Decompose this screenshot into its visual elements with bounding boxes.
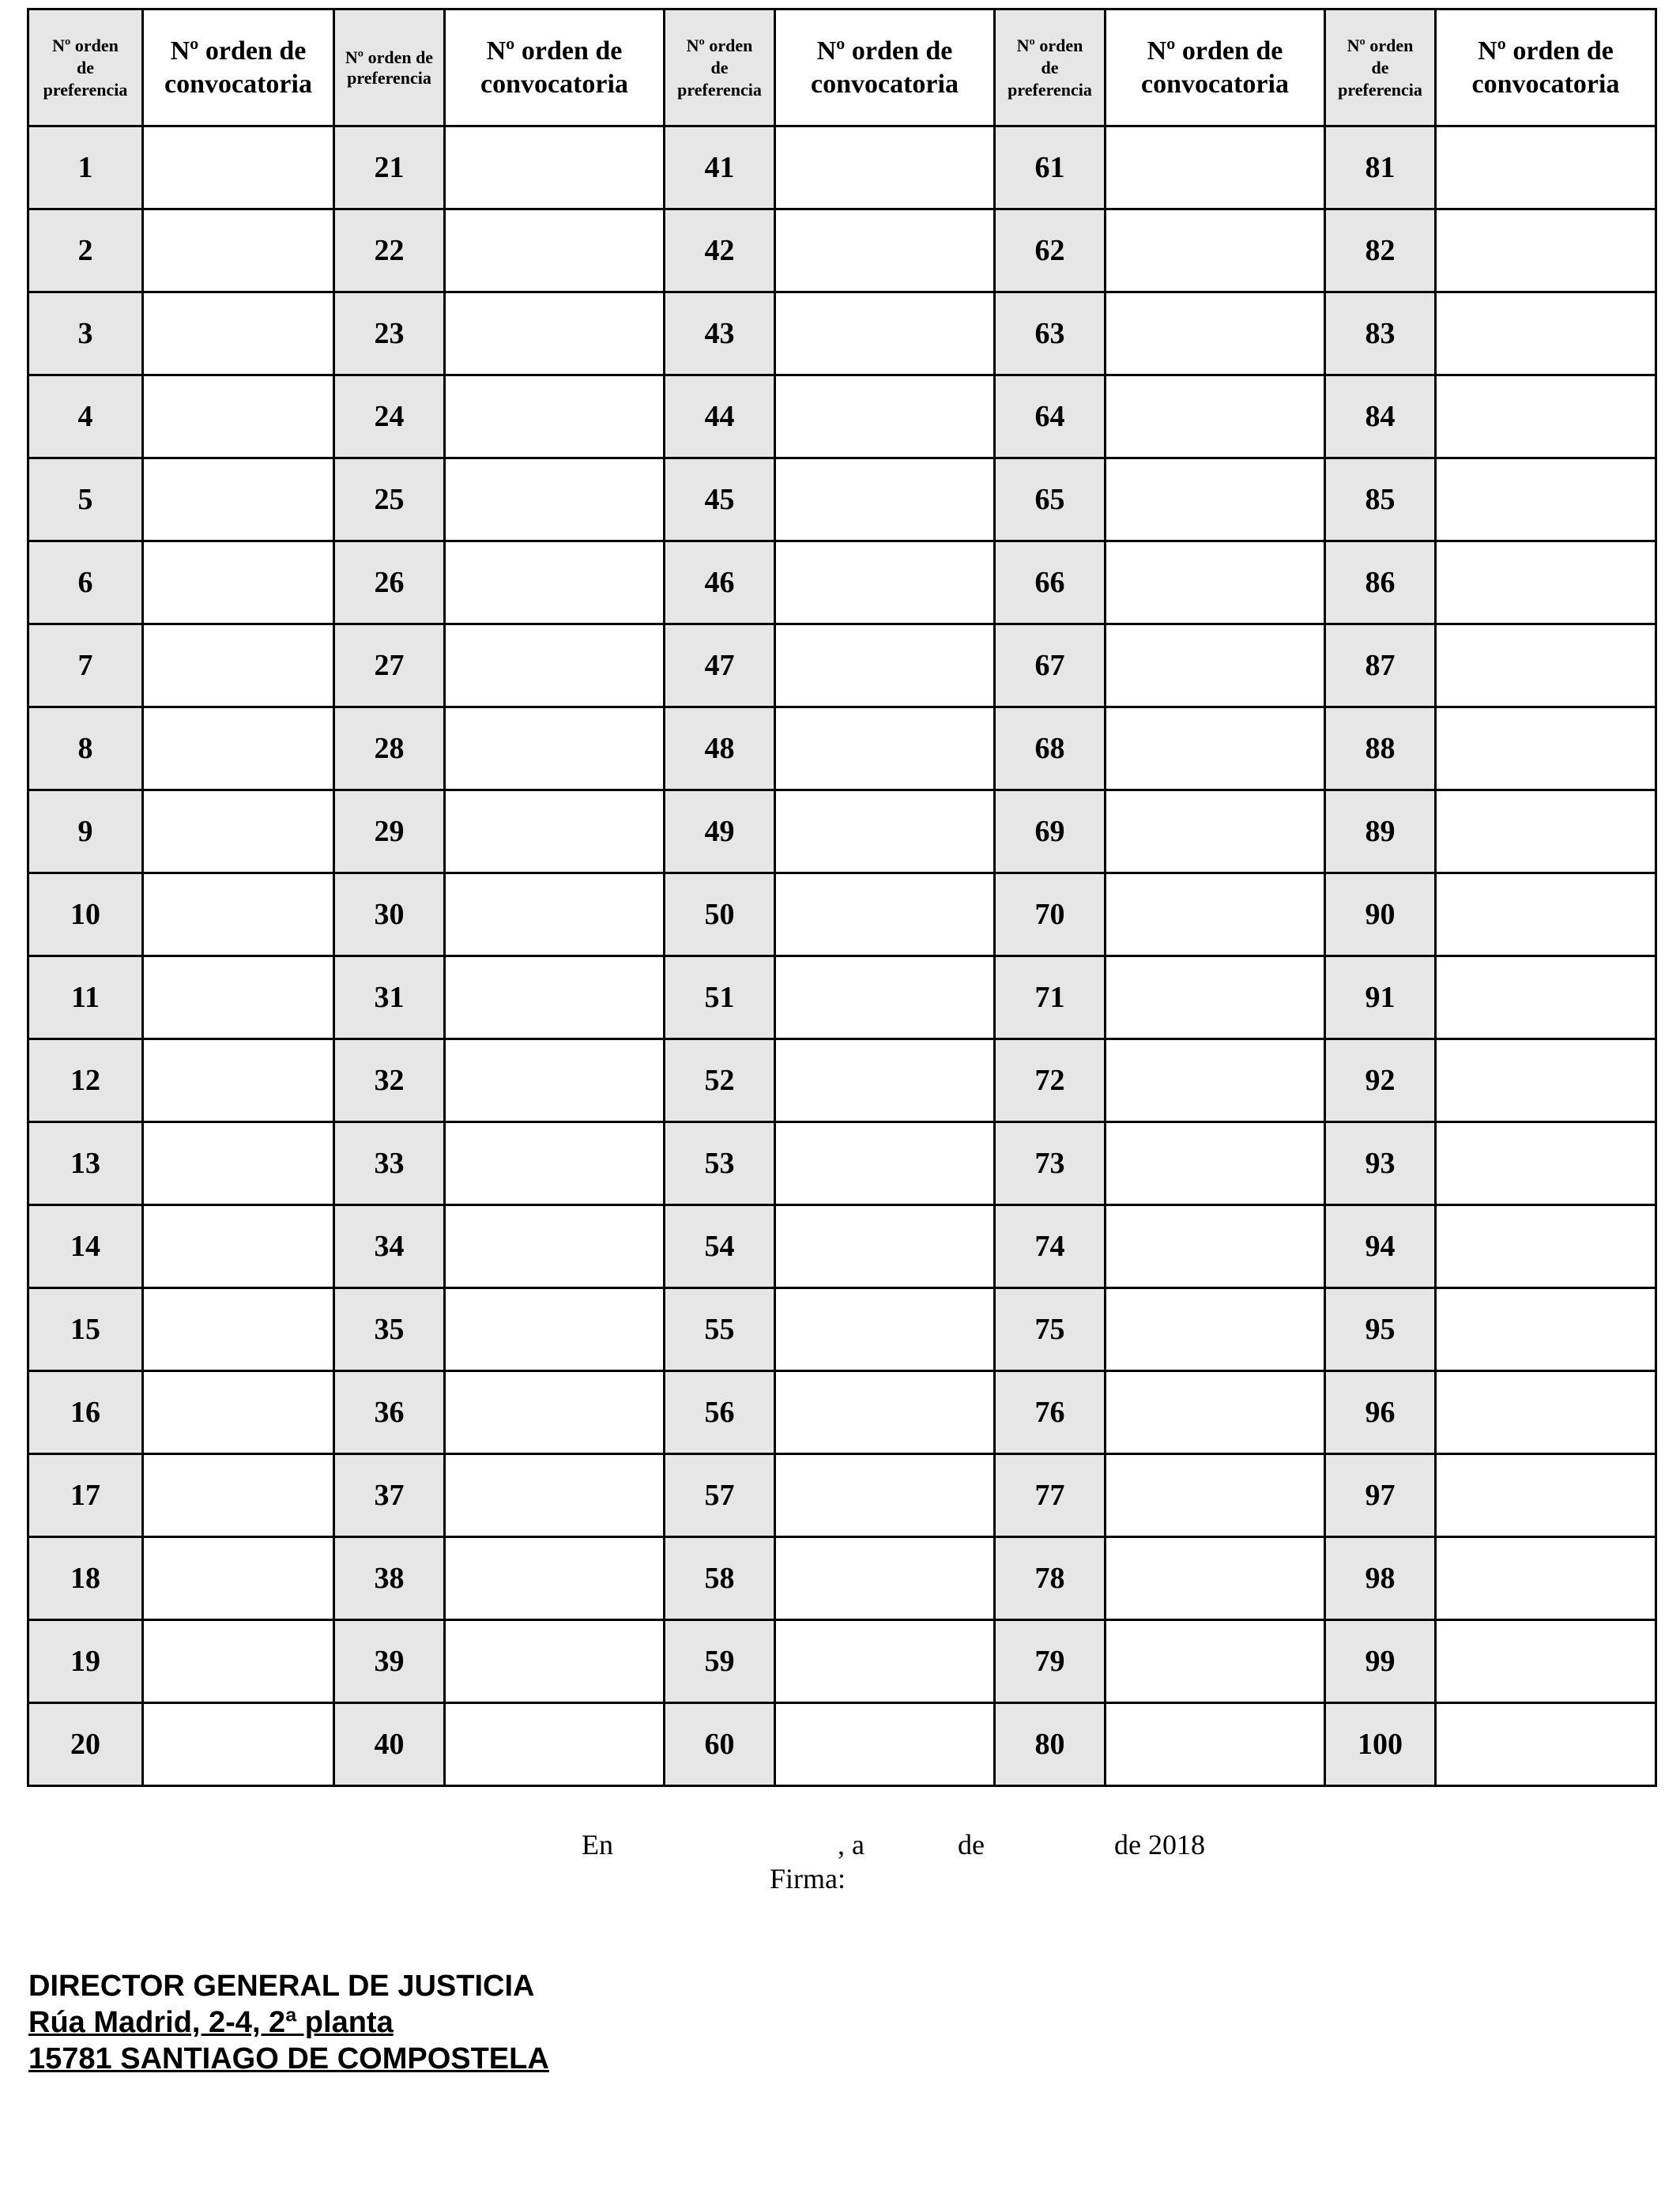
preference-number: 47	[665, 624, 775, 707]
convocation-entry-field[interactable]	[1436, 126, 1656, 209]
preference-number: 94	[1325, 1205, 1436, 1288]
convocation-entry-field[interactable]	[143, 1454, 334, 1537]
convocation-entry-field[interactable]	[143, 1039, 334, 1122]
preference-number: 96	[1325, 1371, 1436, 1454]
preference-number: 45	[665, 458, 775, 541]
convocation-entry-field[interactable]	[1436, 1703, 1656, 1786]
preference-number: 88	[1325, 707, 1436, 790]
convocation-entry-field[interactable]	[1106, 1537, 1325, 1620]
preference-order-header	[28, 9, 143, 126]
convocation-entry-field[interactable]	[1436, 956, 1656, 1039]
preference-number: 56	[665, 1371, 775, 1454]
header-text-line: de	[710, 57, 729, 77]
table-row	[28, 624, 1656, 707]
preference-number: 23	[334, 292, 445, 375]
convocation-entry-field[interactable]	[143, 624, 334, 707]
convocation-entry-field[interactable]	[775, 790, 995, 873]
convocation-entry-field[interactable]	[143, 956, 334, 1039]
preference-number: 12	[28, 1039, 143, 1122]
header-text-line: Nº orden de	[170, 36, 307, 66]
convocation-entry-field[interactable]	[1106, 126, 1325, 209]
preference-number: 39	[334, 1620, 445, 1703]
convocation-entry-field[interactable]	[1106, 1039, 1325, 1122]
header-text-line: convocatoria	[1471, 69, 1620, 99]
header-text-line: de	[77, 57, 94, 77]
convocation-entry-field[interactable]	[143, 707, 334, 790]
preference-number: 76	[995, 1371, 1106, 1454]
table-row	[28, 1371, 1656, 1454]
preference-number: 81	[1325, 126, 1436, 209]
preference-number: 78	[995, 1537, 1106, 1620]
preference-number: 24	[334, 375, 445, 458]
preference-number: 5	[28, 458, 143, 541]
header-text-line: Nº orden	[52, 35, 119, 55]
preference-number: 37	[334, 1454, 445, 1537]
convocation-entry-field[interactable]	[445, 1205, 665, 1288]
convocation-entry-field[interactable]	[775, 1039, 995, 1122]
place-label: En	[582, 1829, 613, 1860]
preference-number: 36	[334, 1371, 445, 1454]
table-row	[28, 1454, 1656, 1537]
convocation-entry-field[interactable]	[445, 1537, 665, 1620]
convocation-entry-field[interactable]	[1436, 1039, 1656, 1122]
convocation-entry-field[interactable]	[445, 1454, 665, 1537]
convocation-entry-field[interactable]	[143, 873, 334, 956]
convocation-entry-field[interactable]	[1106, 1205, 1325, 1288]
preference-number: 50	[665, 873, 775, 956]
convocation-entry-field[interactable]	[775, 1537, 995, 1620]
preference-number: 93	[1325, 1122, 1436, 1205]
convocation-entry-field[interactable]	[445, 1703, 665, 1786]
preference-number: 15	[28, 1288, 143, 1371]
preference-number: 42	[665, 209, 775, 292]
preference-number: 85	[1325, 458, 1436, 541]
header-row	[28, 9, 1656, 126]
preference-number: 71	[995, 956, 1106, 1039]
preference-number: 66	[995, 541, 1106, 624]
preference-number: 92	[1325, 1039, 1436, 1122]
preference-number: 17	[28, 1454, 143, 1537]
convocation-entry-field[interactable]	[445, 458, 665, 541]
preference-number: 27	[334, 624, 445, 707]
convocation-entry-field[interactable]	[1436, 1371, 1656, 1454]
convocation-entry-field[interactable]	[775, 873, 995, 956]
convocation-entry-field[interactable]	[445, 873, 665, 956]
preference-number: 95	[1325, 1288, 1436, 1371]
preference-number: 51	[665, 956, 775, 1039]
preference-number: 3	[28, 292, 143, 375]
convocation-entry-field[interactable]	[143, 126, 334, 209]
preference-number: 10	[28, 873, 143, 956]
convocation-entry-field[interactable]	[775, 707, 995, 790]
convocation-entry-field[interactable]	[445, 1371, 665, 1454]
convocation-entry-field[interactable]	[445, 1122, 665, 1205]
preference-order-header	[1325, 9, 1436, 126]
convocation-entry-field[interactable]	[775, 1122, 995, 1205]
convocation-entry-field[interactable]	[1106, 1703, 1325, 1786]
convocation-entry-field[interactable]	[775, 1371, 995, 1454]
preference-number: 74	[995, 1205, 1106, 1288]
convocation-entry-field[interactable]	[775, 956, 995, 1039]
convocation-entry-field[interactable]	[1106, 1288, 1325, 1371]
convocation-entry-field[interactable]	[1106, 209, 1325, 292]
preference-number: 48	[665, 707, 775, 790]
preference-number: 40	[334, 1703, 445, 1786]
preference-number: 80	[995, 1703, 1106, 1786]
convocation-entry-field[interactable]	[1106, 1122, 1325, 1205]
preference-number: 89	[1325, 790, 1436, 873]
table-row	[28, 1703, 1656, 1786]
preference-number: 61	[995, 126, 1106, 209]
convocation-entry-field[interactable]	[445, 209, 665, 292]
preference-number: 20	[28, 1703, 143, 1786]
preference-number: 7	[28, 624, 143, 707]
preference-number: 98	[1325, 1537, 1436, 1620]
preference-number: 44	[665, 375, 775, 458]
convocation-entry-field[interactable]	[1436, 1122, 1656, 1205]
convocation-entry-field[interactable]	[1436, 873, 1656, 956]
convocation-entry-field[interactable]	[143, 375, 334, 458]
preference-number: 55	[665, 1288, 775, 1371]
preference-number: 4	[28, 375, 143, 458]
convocation-entry-field[interactable]	[1106, 873, 1325, 956]
preference-number: 70	[995, 873, 1106, 956]
convocation-entry-field[interactable]	[143, 209, 334, 292]
convocation-entry-field[interactable]	[1106, 1454, 1325, 1537]
table-row	[28, 458, 1656, 541]
convocation-entry-field[interactable]	[445, 292, 665, 375]
preference-number: 69	[995, 790, 1106, 873]
header-text-line: convocatoria	[1141, 69, 1289, 99]
convocation-entry-field[interactable]	[1106, 292, 1325, 375]
preference-number: 86	[1325, 541, 1436, 624]
convocation-entry-field[interactable]	[143, 1122, 334, 1205]
table-row	[28, 1205, 1656, 1288]
convocation-entry-field[interactable]	[143, 292, 334, 375]
month-label: de	[958, 1829, 985, 1860]
preference-order-header	[665, 9, 775, 126]
preference-number: 19	[28, 1620, 143, 1703]
convocation-entry-field[interactable]	[1436, 1620, 1656, 1703]
table-row	[28, 707, 1656, 790]
convocation-entry-field[interactable]	[775, 541, 995, 624]
preference-number: 31	[334, 956, 445, 1039]
preference-number: 38	[334, 1537, 445, 1620]
preference-number: 14	[28, 1205, 143, 1288]
convocation-entry-field[interactable]	[775, 1288, 995, 1371]
preference-number: 25	[334, 458, 445, 541]
convocation-entry-field[interactable]	[1106, 1620, 1325, 1703]
table-row	[28, 375, 1656, 458]
preference-number: 64	[995, 375, 1106, 458]
convocation-entry-field[interactable]	[1106, 1371, 1325, 1454]
convocation-entry-field[interactable]	[775, 375, 995, 458]
preference-number: 32	[334, 1039, 445, 1122]
preference-number: 63	[995, 292, 1106, 375]
convocation-entry-field[interactable]	[445, 624, 665, 707]
preference-number: 30	[334, 873, 445, 956]
preference-number: 8	[28, 707, 143, 790]
header-text-line: Nº orden	[1016, 35, 1083, 55]
header-text-line: preferencia	[1008, 79, 1092, 100]
convocation-entry-field[interactable]	[1436, 1537, 1656, 1620]
preference-number: 29	[334, 790, 445, 873]
preference-number: 28	[334, 707, 445, 790]
table-row	[28, 126, 1656, 209]
preference-number: 83	[1325, 292, 1436, 375]
header-text-line: convocatoria	[811, 69, 959, 99]
convocation-entry-field[interactable]	[445, 1288, 665, 1371]
preference-number: 97	[1325, 1454, 1436, 1537]
preference-number: 21	[334, 126, 445, 209]
convocation-entry-field[interactable]	[143, 1537, 334, 1620]
preference-number: 9	[28, 790, 143, 873]
table-row	[28, 873, 1656, 956]
preference-number: 65	[995, 458, 1106, 541]
convocation-entry-field[interactable]	[1436, 292, 1656, 375]
convocation-entry-field[interactable]	[1436, 458, 1656, 541]
convocation-entry-field[interactable]	[143, 1703, 334, 1786]
convocation-entry-field[interactable]	[1436, 209, 1656, 292]
table-row	[28, 1122, 1656, 1205]
header-text-line: de	[1041, 57, 1059, 77]
preference-table	[27, 8, 1657, 1787]
convocation-entry-field[interactable]	[775, 1703, 995, 1786]
preference-number: 84	[1325, 375, 1436, 458]
preference-number: 59	[665, 1620, 775, 1703]
convocation-entry-field[interactable]	[775, 1205, 995, 1288]
preference-number: 34	[334, 1205, 445, 1288]
preference-number: 82	[1325, 209, 1436, 292]
convocation-entry-field[interactable]	[445, 1039, 665, 1122]
preference-number: 58	[665, 1537, 775, 1620]
convocation-entry-field[interactable]	[1106, 375, 1325, 458]
convocation-entry-field[interactable]	[1106, 458, 1325, 541]
convocation-entry-field[interactable]	[445, 956, 665, 1039]
preference-number: 67	[995, 624, 1106, 707]
preference-number: 68	[995, 707, 1106, 790]
convocation-entry-field[interactable]	[143, 1620, 334, 1703]
convocation-entry-field[interactable]	[143, 1371, 334, 1454]
preference-order-header	[995, 9, 1106, 126]
table-row	[28, 209, 1656, 292]
address-recipient: DIRECTOR GENERAL DE JUSTICIA	[28, 1970, 535, 2003]
signature-label: Firma:	[770, 1863, 846, 1894]
preference-number: 2	[28, 209, 143, 292]
convocation-entry-field[interactable]	[775, 1620, 995, 1703]
header-text-line: preferencia	[347, 67, 431, 88]
preference-number: 13	[28, 1122, 143, 1205]
header-text-line: convocatoria	[480, 69, 628, 99]
address-street: Rúa Madrid, 2-4, 2ª planta	[28, 2006, 394, 2039]
convocation-order-header	[143, 9, 334, 126]
convocation-entry-field[interactable]	[445, 1620, 665, 1703]
convocation-entry-field[interactable]	[143, 790, 334, 873]
convocation-entry-field[interactable]	[143, 541, 334, 624]
convocation-entry-field[interactable]	[1106, 541, 1325, 624]
preference-number: 52	[665, 1039, 775, 1122]
preference-number: 1	[28, 126, 143, 209]
convocation-entry-field[interactable]	[1436, 1454, 1656, 1537]
header-text-line: preferencia	[677, 79, 762, 100]
preference-number: 41	[665, 126, 775, 209]
header-text-line: Nº orden de	[486, 36, 623, 66]
convocation-entry-field[interactable]	[1436, 541, 1656, 624]
convocation-order-header	[1106, 9, 1325, 126]
header-text-line: convocatoria	[164, 69, 312, 99]
table-row	[28, 292, 1656, 375]
preference-number: 99	[1325, 1620, 1436, 1703]
header-text-line: Nº orden	[686, 35, 753, 55]
convocation-entry-field[interactable]	[775, 292, 995, 375]
table-row	[28, 541, 1656, 624]
preference-number: 26	[334, 541, 445, 624]
convocation-entry-field[interactable]	[143, 1205, 334, 1288]
preference-number: 75	[995, 1288, 1106, 1371]
table-row	[28, 1537, 1656, 1620]
header-text-line: de	[1371, 57, 1389, 77]
convocation-order-header	[445, 9, 665, 126]
preference-number: 72	[995, 1039, 1106, 1122]
table-row	[28, 956, 1656, 1039]
preference-number: 54	[665, 1205, 775, 1288]
preference-number: 79	[995, 1620, 1106, 1703]
preference-number: 91	[1325, 956, 1436, 1039]
year-label: de 2018	[1114, 1829, 1205, 1860]
preference-number: 22	[334, 209, 445, 292]
preference-order-header	[334, 9, 445, 126]
convocation-entry-field[interactable]	[1106, 790, 1325, 873]
convocation-entry-field[interactable]	[1436, 1205, 1656, 1288]
convocation-entry-field[interactable]	[775, 209, 995, 292]
preference-number: 6	[28, 541, 143, 624]
convocation-entry-field[interactable]	[445, 375, 665, 458]
preference-number: 46	[665, 541, 775, 624]
preference-number: 90	[1325, 873, 1436, 956]
header-text-line: Nº orden	[1347, 35, 1414, 55]
preference-number: 35	[334, 1288, 445, 1371]
convocation-entry-field[interactable]	[445, 126, 665, 209]
header-text-line: Nº orden de	[1147, 36, 1283, 66]
preference-number: 100	[1325, 1703, 1436, 1786]
convocation-order-header	[775, 9, 995, 126]
preference-number: 43	[665, 292, 775, 375]
preference-number: 49	[665, 790, 775, 873]
header-text-line: preferencia	[43, 79, 128, 100]
header-text-line: Nº orden de	[345, 47, 434, 67]
day-label: , a	[838, 1829, 864, 1860]
table-row	[28, 790, 1656, 873]
preference-number: 53	[665, 1122, 775, 1205]
convocation-entry-field[interactable]	[1106, 624, 1325, 707]
preference-number: 16	[28, 1371, 143, 1454]
convocation-entry-field[interactable]	[775, 1454, 995, 1537]
convocation-entry-field[interactable]	[775, 458, 995, 541]
convocation-entry-field[interactable]	[1436, 624, 1656, 707]
convocation-entry-field[interactable]	[775, 126, 995, 209]
header-text-line: Nº orden de	[1478, 36, 1614, 66]
preference-number: 60	[665, 1703, 775, 1786]
header-text-line: Nº orden de	[816, 36, 953, 66]
table-row	[28, 1288, 1656, 1371]
preference-number: 73	[995, 1122, 1106, 1205]
header-text-line: preferencia	[1338, 79, 1422, 100]
convocation-entry-field[interactable]	[445, 541, 665, 624]
convocation-entry-field[interactable]	[1436, 707, 1656, 790]
table-row	[28, 1620, 1656, 1703]
preference-number: 18	[28, 1537, 143, 1620]
address-city: 15781 SANTIAGO DE COMPOSTELA	[28, 2042, 549, 2075]
preference-number: 77	[995, 1454, 1106, 1537]
convocation-entry-field[interactable]	[143, 1288, 334, 1371]
convocation-entry-field[interactable]	[775, 624, 995, 707]
convocation-entry-field[interactable]	[1436, 790, 1656, 873]
convocation-entry-field[interactable]	[143, 458, 334, 541]
convocation-entry-field[interactable]	[1436, 1288, 1656, 1371]
preference-number: 11	[28, 956, 143, 1039]
preference-number: 87	[1325, 624, 1436, 707]
convocation-entry-field[interactable]	[445, 790, 665, 873]
convocation-entry-field[interactable]	[445, 707, 665, 790]
convocation-order-header	[1436, 9, 1656, 126]
preference-number: 33	[334, 1122, 445, 1205]
convocation-entry-field[interactable]	[1106, 707, 1325, 790]
convocation-entry-field[interactable]	[1436, 375, 1656, 458]
table-row	[28, 1039, 1656, 1122]
convocation-entry-field[interactable]	[1106, 956, 1325, 1039]
preference-number: 57	[665, 1454, 775, 1537]
preference-number: 62	[995, 209, 1106, 292]
